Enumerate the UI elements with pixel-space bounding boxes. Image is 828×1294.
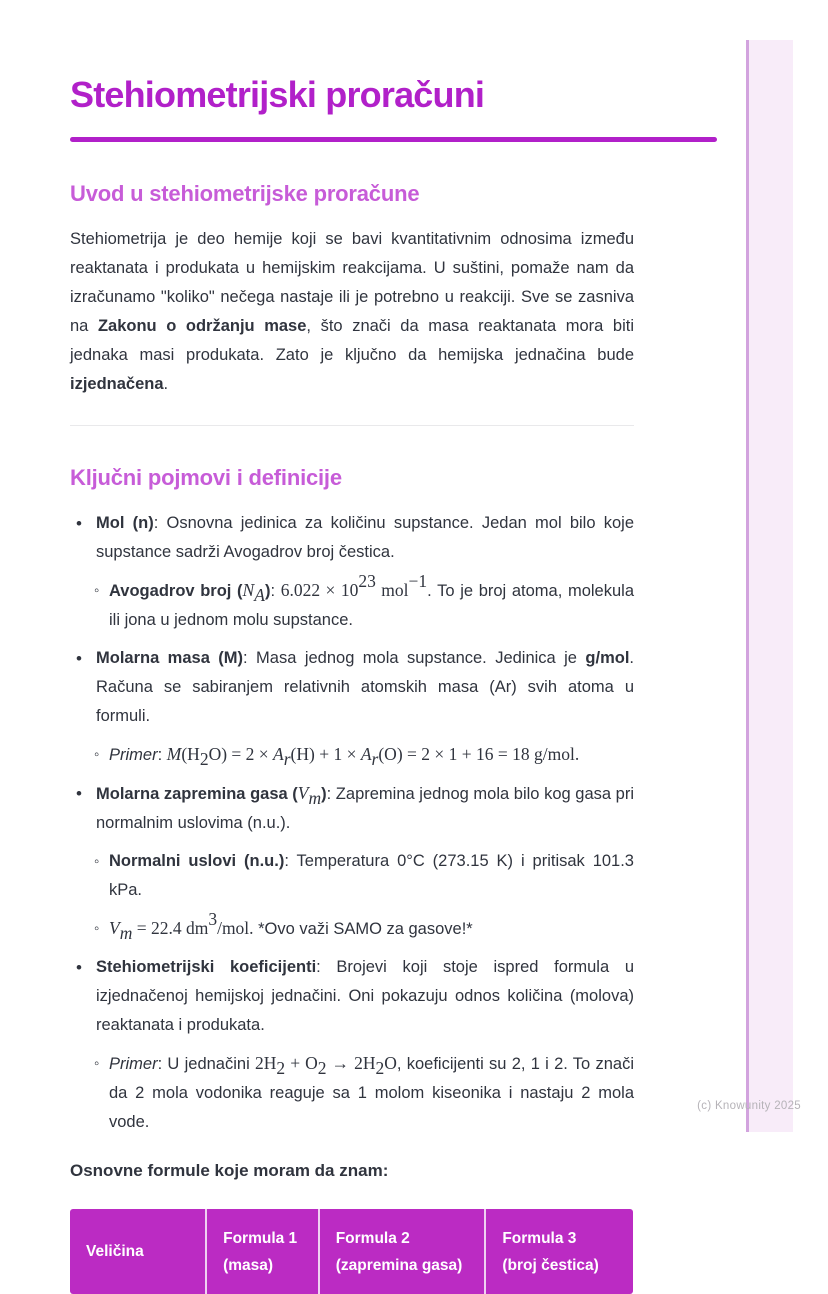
bullet-icon: • (76, 784, 82, 803)
list-item-text: Stehiometrijski koeficijenti: Brojevi koji stoje ispred formula u izjednačenoj hemijskoj jednačini. Oni pokazuju odnos količina (molova) reaktanata i produkata. (96, 958, 634, 1034)
page-title: Stehiometrijski proračuni (70, 74, 485, 115)
title-divider (70, 137, 717, 142)
circle-bullet-icon: ◦ (94, 920, 100, 937)
list-item (70, 740, 634, 770)
list-item (70, 644, 634, 731)
list-item-text: Primer: U jednačini $2H_2 + O_2 \to 2H_2O$, koeficijenti su 2, 1 i 2. To znači da 2 mola vodonika reaguje sa 1 molom kiseonika i nastaju 2 mola vode. (109, 1053, 634, 1131)
definitions-list (70, 509, 634, 1137)
circle-bullet-icon: ◦ (94, 853, 100, 870)
list-item-text: Primer: $M(H_2O) = 2 \times A_r(H) + 1 \times A_r(O) = 2 \times 1 + 16 = 18$ g/mol. (109, 744, 580, 769)
table-header-cell: Formula 2 (zapremina gasa) (318, 1209, 485, 1294)
list-item-text: Mol (n): Osnovna jedinica za količinu supstance. Jedan mol bilo koje supstance sadrži Avogadrov broj čestica. (96, 514, 634, 561)
formulas-table (70, 1209, 633, 1294)
table-header-cell: Veličina (86, 1243, 144, 1260)
list-item (70, 509, 634, 567)
bullet-icon: • (76, 958, 82, 977)
list-item (70, 847, 634, 905)
list-item-text: $V_m = 22.4$ $dm^3$/mol. *Ovo važi SAMO za gasove!* (109, 909, 473, 943)
circle-bullet-icon: ◦ (94, 746, 100, 763)
circle-bullet-icon: ◦ (94, 582, 100, 599)
list-item (70, 953, 634, 1040)
bullet-icon: • (76, 649, 82, 668)
list-item (70, 1049, 634, 1137)
section-heading-intro: Uvod u stehiometrijske proračune (70, 181, 420, 206)
table-header-cell: Formula 1 (masa) (205, 1209, 318, 1294)
document-content (70, 0, 634, 1294)
list-item (70, 571, 634, 635)
table-header-cell: Formula 3 (broj čestica) (484, 1209, 633, 1294)
list-item (70, 779, 634, 838)
formulas-note: Osnovne formule koje moram da znam: (70, 1161, 389, 1180)
list-item-text: Normalni uslovi (n.u.): Temperatura 0°C (273.15 K) i pritisak 101.3 kPa. (109, 852, 634, 899)
circle-bullet-icon: ◦ (94, 1055, 100, 1072)
list-item-text: Avogadrov broj $(N_A)$: $6.022 \times 10^{23}$ mol$^{-1}$. To je broj atoma, molekula ili jona u jednom molu supstance. (109, 571, 634, 629)
intro-paragraph: Stehiometrija je deo hemije koji se bavi kvantitativnim odnosima između reaktanata i produkata u hemijskim reakcijama. U suštini, pomaže nam da izračunamo "koliko" nečega nastaje ili je potrebno u reakciji. Sve se zasniva na Zakonu o održanju mase, što znači da masa reaktanata mora biti jednaka masi produkata. Zato je ključno da hemijska jednačina bude izjednačena. (70, 230, 635, 393)
bullet-icon: • (76, 514, 82, 533)
section-divider (70, 425, 634, 426)
copyright-footer: (c) Knowunity 2025 (697, 1100, 801, 1112)
page-edge-strip (746, 40, 793, 1132)
section-heading-definitions: Ključni pojmovi i definicije (70, 465, 342, 490)
list-item-text: Molarna zapremina gasa $(V_m)$: Zapremina jednog mola bilo kog gasa pri normalnim uslovima (n.u.). (96, 783, 634, 832)
list-item (70, 909, 634, 944)
list-item-text: Molarna masa (M): Masa jednog mola supstance. Jedinica je g/mol. Računa se sabiranjem relativnih atomskih masa (Ar) svih atoma u formuli. (96, 649, 635, 725)
